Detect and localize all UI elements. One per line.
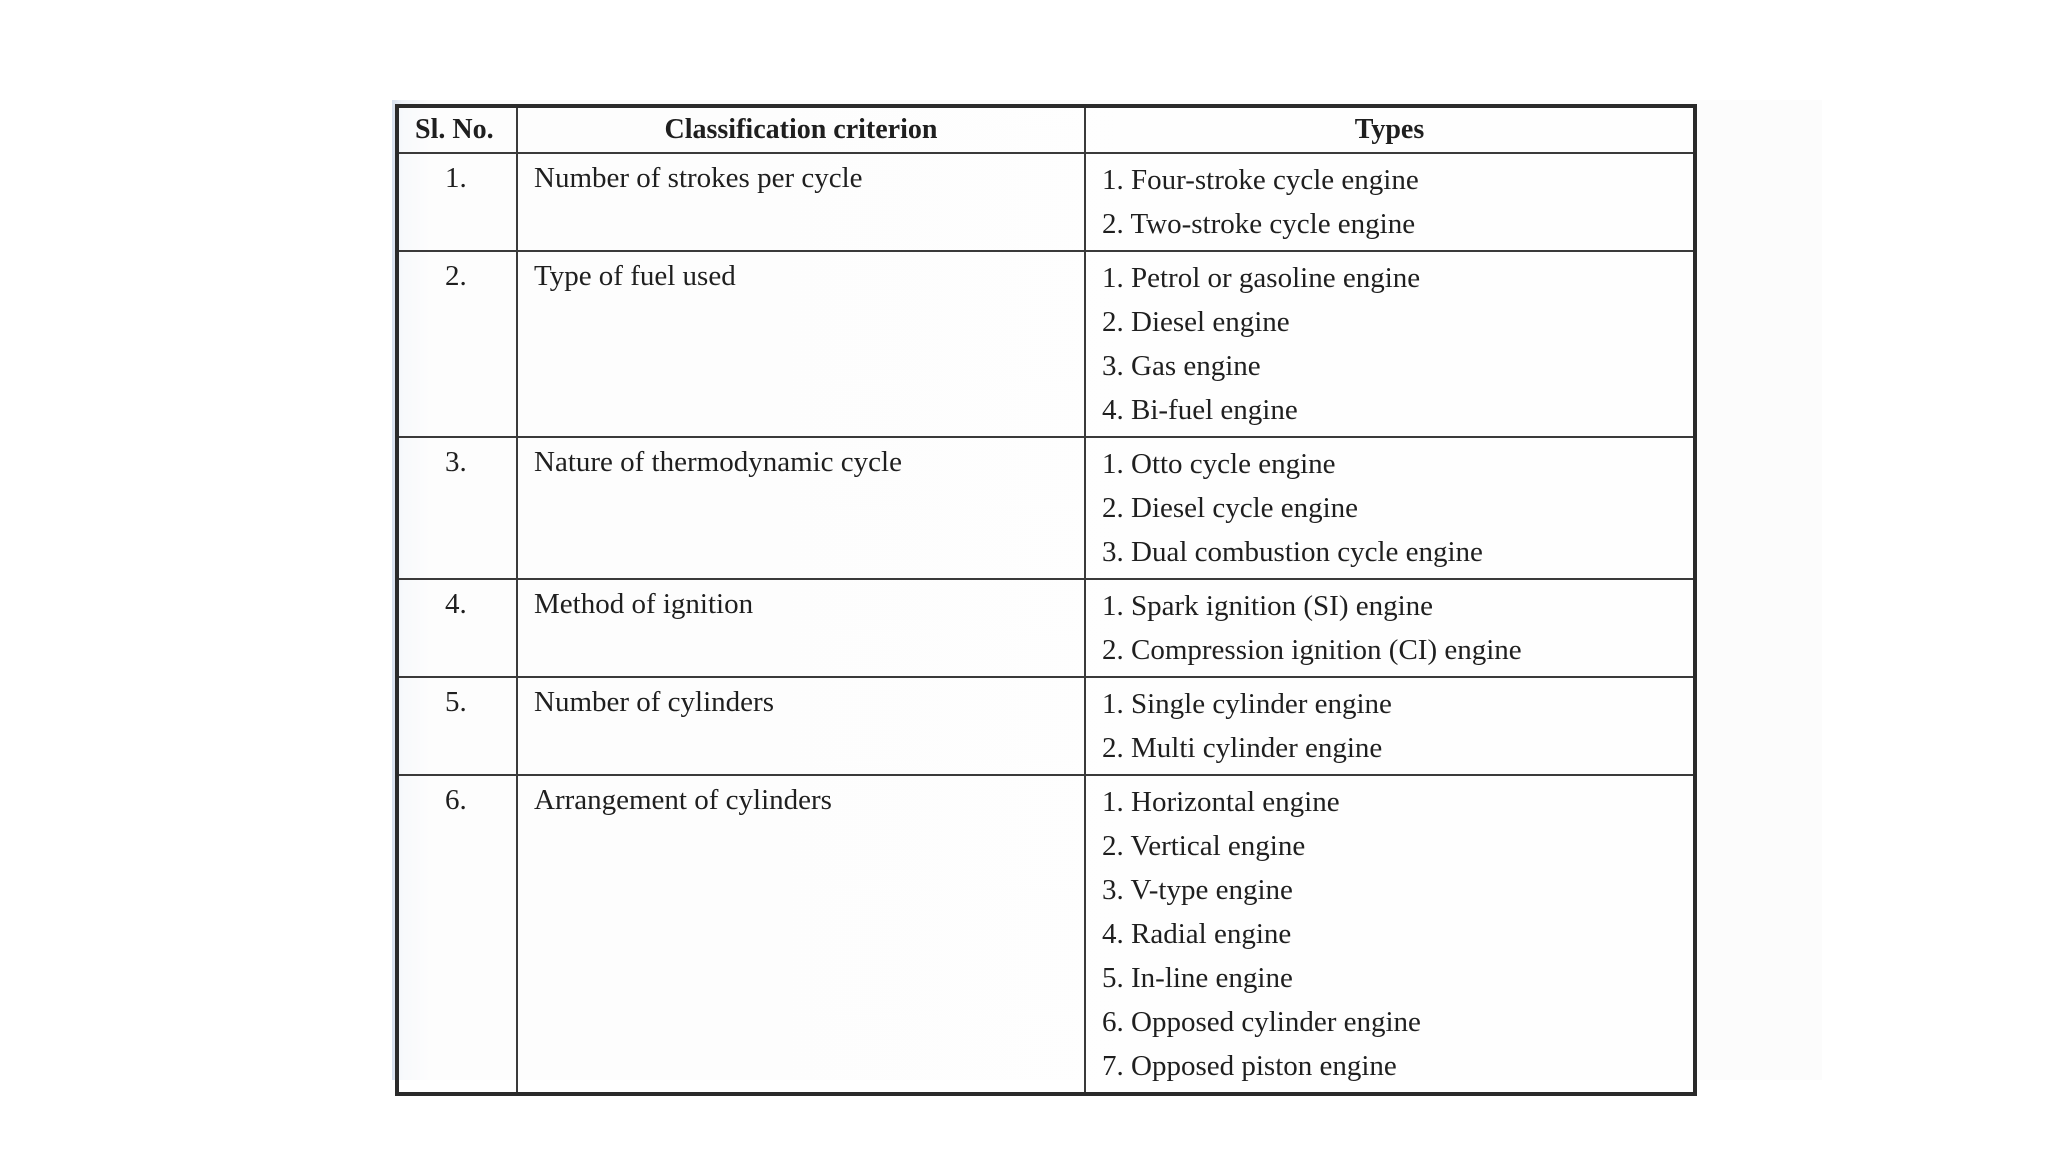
sl-no-cell: 2. [397, 251, 517, 437]
table-body [397, 153, 1695, 1094]
table-row [397, 579, 1695, 677]
type-list-item: 6. Opposed cylinder engine [1102, 1006, 1421, 1038]
table-row [397, 251, 1695, 437]
sl-no-cell: 6. [397, 775, 517, 1094]
type-list-item: 3. Dual combustion cycle engine [1102, 536, 1483, 568]
type-list-item: 1. Four-stroke cycle engine [1102, 164, 1419, 196]
type-list-item: 4. Radial engine [1102, 918, 1292, 950]
criterion-cell: Number of strokes per cycle [517, 153, 1085, 251]
types-cell [1085, 251, 1695, 437]
type-list-item: 1. Spark ignition (SI) engine [1102, 590, 1434, 622]
sl-no-cell: 1. [397, 153, 517, 251]
table-row [397, 153, 1695, 251]
type-list-item: 2. Diesel cycle engine [1102, 492, 1359, 524]
table-row [397, 677, 1695, 775]
type-list-item: 1. Horizontal engine [1102, 786, 1340, 818]
type-list-item: 4. Bi-fuel engine [1102, 394, 1298, 426]
type-list-item: 2. Vertical engine [1102, 830, 1306, 862]
types-cell [1085, 153, 1695, 251]
type-list-item: 2. Multi cylinder engine [1102, 732, 1383, 764]
type-list-item: 2. Compression ignition (CI) engine [1102, 634, 1522, 666]
sl-no-cell: 3. [397, 437, 517, 579]
header-criterion: Classification criterion [517, 106, 1085, 153]
types-cell [1085, 437, 1695, 579]
criterion-cell: Method of ignition [517, 579, 1085, 677]
type-list-item: 7. Opposed piston engine [1102, 1050, 1397, 1082]
type-list-item: 1. Petrol or gasoline engine [1102, 262, 1421, 294]
sl-no-cell: 4. [397, 579, 517, 677]
criterion-cell: Nature of thermodynamic cycle [517, 437, 1085, 579]
type-list-item: 3. Gas engine [1102, 350, 1261, 382]
header-sl-no: Sl. No. [397, 106, 517, 153]
type-list-item: 1. Single cylinder engine [1102, 688, 1392, 720]
types-cell [1085, 775, 1695, 1094]
types-cell [1085, 579, 1695, 677]
type-list-item: 2. Diesel engine [1102, 306, 1290, 338]
header-types: Types [1085, 106, 1695, 153]
criterion-cell: Number of cylinders [517, 677, 1085, 775]
table-row [397, 437, 1695, 579]
header-row [397, 106, 1695, 153]
sl-no-cell: 5. [397, 677, 517, 775]
types-cell [1085, 677, 1695, 775]
engine-classification-table [395, 104, 1697, 1096]
table-row [397, 775, 1695, 1094]
type-list-item: 2. Two-stroke cycle engine [1102, 208, 1416, 240]
type-list-item: 3. V-type engine [1102, 874, 1293, 906]
criterion-cell: Type of fuel used [517, 251, 1085, 437]
type-list-item: 1. Otto cycle engine [1102, 448, 1336, 480]
criterion-cell: Arrangement of cylinders [517, 775, 1085, 1094]
type-list-item: 5. In-line engine [1102, 962, 1293, 994]
